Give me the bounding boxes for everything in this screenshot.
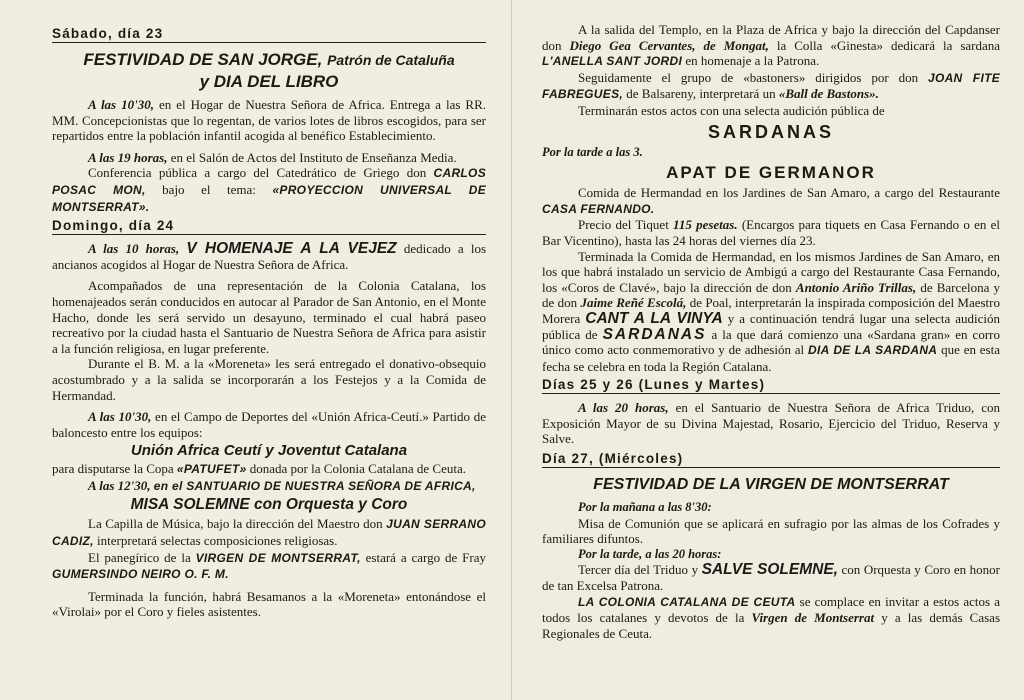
text-dedicado: dedicado a los ancianos acogidos al Hogar de Nuestra Señora de Africa. <box>52 241 487 272</box>
text-triduo: en el Santuario de Nuestra Señora de Africa Triduo, con Exposición Mayor de su Divina Majestad, Rosario, Ejercicio del Triduo, Reserva y Salve. <box>542 400 1001 447</box>
paragraph-durante: Durante el B. M. a la «Moreneta» les será entregado el donativo-obsequio acostumbrado y a la salida se incorporarán a los Festejos y a la Comida de Hermandad. <box>52 356 486 403</box>
text-bastoners-b: de Balsareny, interpretará un <box>626 86 776 102</box>
text-salon: en el Salón de Actos del Instituto de Enseñanza Media. <box>170 149 457 165</box>
manana-label: Por la mañana a las 8'30: <box>578 500 712 515</box>
text-bajo-tema: bajo el tema: <box>162 181 256 197</box>
text-salida-b: la Colla «Ginesta» dedicará la sardana <box>776 37 1001 53</box>
dia-del-libro-title: y DIA DEL LIBRO <box>199 72 339 91</box>
name-joan-fite: JOAN FITE FABREGUES, <box>542 70 1001 102</box>
text-capilla: La Capilla de Música, bajo la dirección del Maestro don <box>88 516 383 532</box>
text-terminada-c: de Poal, interpretarán la inspirada composición del Maestro Morera <box>542 295 1000 326</box>
time-19: A las 19 horas, <box>88 149 168 165</box>
paragraph-terminada-funcion: Terminada la función, habrá Besamanos a la «Moreneta» entonándose el «Virolai» por el Coro y fieles asistentes. <box>52 588 486 620</box>
text-terminada-a: Terminada la Comida de Hermandad, en los mismos Jardines de San Amaro, en los que habrá instalado un servicio de Ambigú a cargo del Restaurante Casa Fernando, los «Coros de Clavé», bajo la dirección de don <box>542 248 1000 295</box>
tarde-20-label: Por la tarde, a las 20 horas: <box>578 546 722 561</box>
text-campo: en el Campo de Deportes del «Unión Africa-Ceutí.» Partido de baloncesto entre los equipos: <box>52 409 486 440</box>
text-capilla-b: interpretará selectas composiciones religiosas. <box>97 533 338 549</box>
text-precio-b: (Encargos para tiquets en Casa Fernando o en el Bar Vicentino), hasta las 24 horas del viernes día 23. <box>542 217 1000 248</box>
text-salida-a: A la salida del Templo, en la Plaza de Africa y bajo la dirección del Capdanser don <box>542 22 1000 53</box>
time-20: A las 20 horas, <box>578 400 669 416</box>
sardanas-inline: SARDANAS <box>602 325 707 343</box>
precio-value: 115 pesetas. <box>673 217 738 233</box>
paragraph-comida <box>542 185 1000 217</box>
paragraph-hogar <box>52 97 486 144</box>
text-colonia-b: y a las demás Casas Regionales de Ceuta. <box>542 610 1001 641</box>
virgen-montserrat-2: Virgen de Montserrat <box>751 610 875 626</box>
casa-fernando: CASA FERNANDO. <box>542 201 655 216</box>
sardana-anella: L'ANELLA SANT JORDI <box>542 54 683 69</box>
text-bastoners-a: Seguidamente el grupo de «bastoners» dirigidos por don <box>578 69 919 85</box>
name-gumersindo: GUMERSINDO NEIRO O. F. M. <box>52 567 229 582</box>
paragraph-capilla <box>52 516 486 549</box>
name-jaime: Jaime Reñé Escolá, <box>580 295 687 311</box>
text-panegirico: El panegírico de la <box>88 549 191 565</box>
ball-bastons: «Ball de Bastons». <box>778 86 879 102</box>
text-terminada-e: a la que dará comienzo una «Sardana gran» en corro único como acto conmemorativo y de adhesión al <box>542 326 1000 358</box>
day-heading-domingo: Domingo, día 24 <box>52 218 486 235</box>
copa-patufet: «PATUFET» <box>176 462 247 477</box>
paragraph-bastoners <box>542 70 1000 103</box>
right-page <box>512 0 1024 700</box>
dia-sardana: DIA DE LA SARDANA <box>807 343 938 358</box>
paragraph-salon <box>52 150 486 166</box>
paragraph-precio <box>542 217 1000 248</box>
paragraph-misa-comunion: Misa de Comunión que se aplicará en sufragio por las almas de los Cofrades y familiares difuntos. <box>542 515 1000 547</box>
paragraph-santuario <box>52 478 486 495</box>
text-terminada-f: que en esta fecha se celebra en toda la Región Catalana. <box>542 342 1000 374</box>
paragraph-conferencia <box>52 165 486 215</box>
text-precio-a: Precio del Tiquet <box>578 217 669 233</box>
equipos-title: Unión Africa Ceutí y Joventut Catalana <box>130 442 408 460</box>
day-heading-sabado: Sábado, día 23 <box>52 26 486 43</box>
festividad-title-b: Patrón de Cataluña <box>327 52 455 68</box>
name-juan-serrano: JUAN SERRANO CADIZ, <box>52 517 486 549</box>
day-heading-27: Día 27, (Miércoles) <box>542 451 1000 468</box>
virgen-montserrat: VIRGEN DE MONTSERRAT, <box>195 550 361 565</box>
apat-germanor-title: APAT DE GERMANOR <box>666 163 876 183</box>
day-heading-25-26: Días 25 y 26 (Lunes y Martes) <box>542 377 1000 394</box>
paragraph-campo <box>52 409 486 440</box>
time-1030: A las 10'30, <box>88 97 154 112</box>
title-proyeccion: «PROYECCION UNIVERSAL DE MONTSERRAT». <box>52 182 487 214</box>
paragraph-acompanados: Acompañados de una representación de la Colonia Catalana, los homenajeados serán conducidos en autocar al Parador de San Antonio, en el Monte Hacho, donde les será servido un desayuno, terminado el cual habrá paseo recreativo por la ciudad hasta el Santuario de Nuestra Señora de Africa para asistir a la función religiosa, en lugar preferente. <box>52 278 486 356</box>
paragraph-triduo <box>542 400 1000 447</box>
time-10: A las 10 horas, <box>88 241 180 257</box>
homenaje-title: V HOMENAJE A LA VEJEZ <box>186 240 397 258</box>
text-conferencia: Conferencia pública a cargo del Catedrático de Griego don <box>88 165 427 181</box>
text-panegirico-b: estará a cargo de Fray <box>365 549 486 565</box>
text-salida-c: en homenaje a la Patrona. <box>685 53 820 69</box>
text-comida-a: Comida de Hermandad en los Jardines de San Amaro, a cargo del Restaurante <box>578 185 1000 201</box>
tarde-3-label: Por la tarde a las 3. <box>542 144 643 159</box>
festividad-san-jorge-title <box>52 49 486 93</box>
text-colonia-a: se complace en invitar a estos actos a todos los catalanes y devotos de la <box>542 593 1001 626</box>
paragraph-terminaran: Terminarán estos actos con una selecta audición pública de <box>578 102 885 118</box>
name-antonio: Antonio Ariño Trillas, <box>795 279 917 295</box>
festividad-title-a: FESTIVIDAD DE SAN JORGE, <box>83 50 323 69</box>
cant-vinya: CANT A LA VINYA <box>585 309 723 327</box>
time-1230: A las 12'30, <box>88 477 151 493</box>
paragraph-colonia <box>542 594 1000 642</box>
colonia-catalana: LA COLONIA CATALANA DE CEUTA <box>578 594 796 609</box>
paragraph-tercer-dia <box>542 562 1000 593</box>
misa-solemne-title: MISA SOLEMNE con Orquesta y Coro <box>130 496 408 514</box>
paragraph-homenaje <box>52 241 486 272</box>
text-copa-b: donada por la Colonia Catalana de Ceuta. <box>249 461 466 477</box>
festividad-virgen-title: FESTIVIDAD DE LA VIRGEN DE MONTSERRAT <box>593 476 949 494</box>
name-carlos-posac: CARLOS POSAC MON, <box>52 166 486 197</box>
paragraph-panegirico <box>52 550 486 583</box>
name-diego-gea: Diego Gea Cervantes, de Mongat, <box>569 37 769 53</box>
paragraph-salida <box>542 22 1000 70</box>
sardanas-title: SARDANAS <box>707 121 834 142</box>
time-1030b: A las 10'30, <box>88 409 152 425</box>
paragraph-terminada-comida <box>542 249 1000 375</box>
text-terminada-b: de Barcelona y de don <box>542 279 1000 311</box>
paragraph-copa <box>52 461 486 478</box>
text-tercer-b: con Orquesta y Coro en honor de tan Excelsa Patrona. <box>542 562 1000 594</box>
text-copa-a: para disputarse la Copa <box>52 461 174 477</box>
text-hogar: en el Hogar de Nuestra Señora de Africa. Entrega a las RR. MM. Concepcionistas que lo regentan, de varios lotes de libros escogidos, para ser repartidos entre la población infantil acogida al benéfico Establecimiento. <box>52 97 486 144</box>
text-terminada-d: y a continuación tendrá lugar una selecta audición pública de <box>542 310 1001 342</box>
salve-solemne: SALVE SOLEMNE, <box>701 561 838 579</box>
text-santuario: en el SANTUARIO DE NUESTRA SEÑORA DE AFRICA, <box>153 478 476 493</box>
text-tercer: Tercer día del Triduo y <box>578 562 699 578</box>
